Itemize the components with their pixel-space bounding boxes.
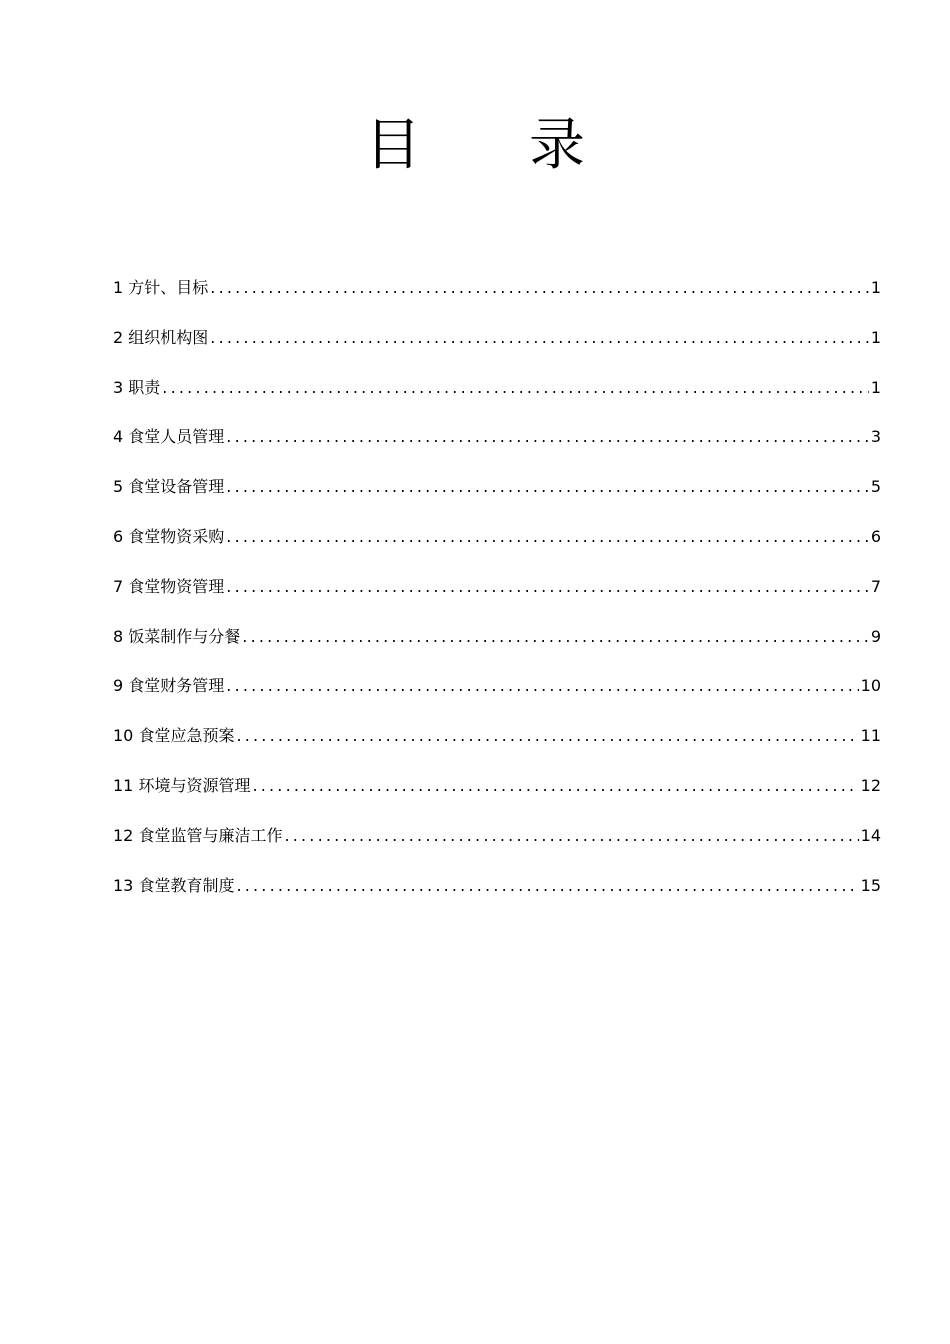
toc-entry-page: 3 <box>870 427 881 447</box>
toc-dot-leader <box>242 621 869 653</box>
toc-dot-leader <box>210 272 869 304</box>
toc-entry-page: 1 <box>870 377 881 397</box>
toc-dot-leader <box>226 571 869 603</box>
toc-entry[interactable] <box>113 421 881 471</box>
toc-entry-page: 14 <box>860 825 881 845</box>
toc-entry-label: 8 饭菜制作与分餐 <box>113 626 241 646</box>
toc-entry-label: 7 食堂物资管理 <box>113 576 225 596</box>
toc-entry-label: 2 组织机构图 <box>113 327 209 347</box>
toc-entry-label: 11 环境与资源管理 <box>113 775 251 795</box>
toc-dot-leader <box>236 720 858 752</box>
toc-entry[interactable] <box>113 770 881 820</box>
toc-entry-label: 10 食堂应急预案 <box>113 726 235 746</box>
toc-entry-page: 10 <box>860 676 881 696</box>
toc-entry[interactable] <box>113 571 881 621</box>
toc-entry-label: 6 食堂物资采购 <box>113 526 225 546</box>
toc-entry-label: 13 食堂教育制度 <box>113 875 235 895</box>
toc-entry-label: 9 食堂财务管理 <box>113 676 225 696</box>
toc-entry[interactable] <box>113 521 881 571</box>
toc-entry-page: 12 <box>860 775 881 795</box>
toc-entry[interactable] <box>113 670 881 720</box>
toc-entry-page: 15 <box>860 875 881 895</box>
toc-entry-label: 5 食堂设备管理 <box>113 477 225 497</box>
toc-entry[interactable] <box>113 870 881 920</box>
toc-dot-leader <box>252 770 858 802</box>
toc-entry[interactable] <box>113 272 881 322</box>
toc-entry-page: 9 <box>870 626 881 646</box>
toc-entry-label: 3 职责 <box>113 377 161 397</box>
toc-dot-leader <box>162 372 869 404</box>
toc-entry-label: 4 食堂人员管理 <box>113 427 225 447</box>
page-title-char: 目 <box>365 113 421 178</box>
toc-entry[interactable] <box>113 322 881 372</box>
toc-entry-page: 1 <box>870 278 881 297</box>
toc-dot-leader <box>284 820 858 852</box>
toc-dot-leader <box>226 421 869 453</box>
toc-dot-leader <box>226 471 869 503</box>
toc-entry-page: 6 <box>870 526 881 546</box>
table-of-contents <box>113 272 881 919</box>
toc-entry[interactable] <box>113 720 881 770</box>
toc-entry-page: 7 <box>870 576 881 596</box>
toc-entry[interactable] <box>113 820 881 870</box>
toc-entry[interactable] <box>113 621 881 671</box>
toc-entry-label: 12 食堂监管与廉洁工作 <box>113 825 283 845</box>
toc-entry-page: 5 <box>870 477 881 497</box>
toc-entry[interactable] <box>113 372 881 422</box>
toc-dot-leader <box>226 521 869 553</box>
toc-dot-leader <box>210 322 869 354</box>
toc-entry-page: 1 <box>870 327 881 347</box>
page-title <box>0 108 950 184</box>
toc-entry-page: 11 <box>860 726 881 746</box>
toc-dot-leader <box>226 670 858 702</box>
toc-dot-leader <box>236 870 858 902</box>
page-title-char: 录 <box>529 113 585 178</box>
toc-entry[interactable] <box>113 471 881 521</box>
toc-entry-label: 1 方针、目标 <box>113 278 209 297</box>
